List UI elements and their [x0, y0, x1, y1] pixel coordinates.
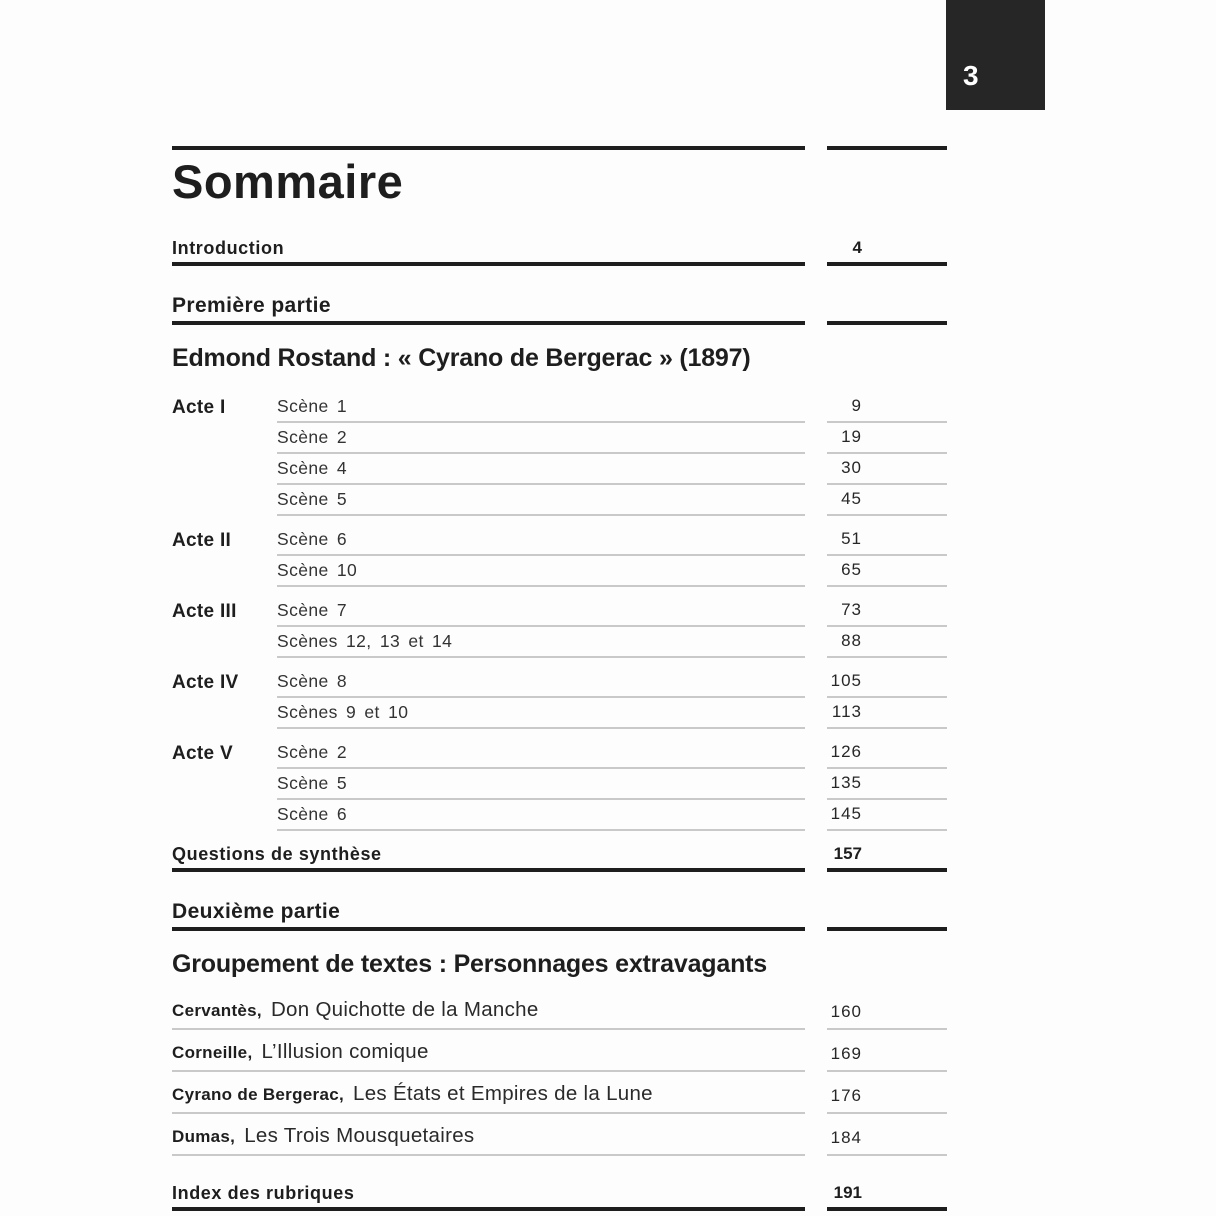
acts-scenes-table: [172, 392, 947, 831]
scene-row: [172, 627, 947, 658]
toc-row-introduction: [172, 238, 947, 266]
act-label: [172, 449, 277, 454]
scene-row: [172, 738, 947, 769]
scene-row: [172, 454, 947, 485]
entry-work-title: Les États et Empires de la Lune: [353, 1082, 653, 1105]
toc-content: [172, 146, 947, 1211]
act-label: Acte I: [172, 397, 226, 418]
synthesis-page-number: 157: [827, 844, 947, 872]
text-entry-row: [172, 988, 947, 1030]
scene-label: Scène 6: [277, 529, 805, 556]
scene-label: Scènes 12, 13 et 14: [277, 631, 805, 658]
scene-page-number: 73: [827, 600, 947, 627]
act-label: Acte II: [172, 530, 232, 551]
entry-main: [172, 1040, 805, 1072]
part1-rule-segment: [827, 321, 947, 325]
scene-page-number: 105: [827, 671, 947, 698]
act-label: Acte IV: [172, 672, 239, 693]
scene-label: Scène 10: [277, 560, 805, 587]
introduction-page-number: 4: [827, 238, 947, 266]
column-gap: [805, 146, 827, 150]
scene-row: [172, 769, 947, 800]
page-title: Sommaire: [172, 155, 404, 208]
act-label: Acte III: [172, 601, 237, 622]
rule-segment-main: [172, 146, 805, 150]
scene-row: [172, 392, 947, 423]
toc-row-index: [172, 1183, 947, 1211]
introduction-label: Introduction: [172, 238, 805, 266]
scene-row: [172, 556, 947, 587]
entry-work-title: L’Illusion comique: [261, 1040, 429, 1063]
entry-author: Cyrano de Bergerac,: [172, 1085, 344, 1104]
grouped-texts-list: [172, 988, 947, 1156]
part2-label-row: [172, 900, 947, 931]
text-entry-row: [172, 1072, 947, 1114]
part2-rule-segment: [827, 927, 947, 931]
part1-label-row: [172, 294, 947, 325]
entry-page-number: 169: [827, 1044, 947, 1072]
text-entry-row: [172, 1114, 947, 1156]
index-label: Index des rubriques: [172, 1183, 805, 1211]
scene-row: [172, 485, 947, 516]
scene-row: [172, 423, 947, 454]
scene-row: [172, 596, 947, 627]
toc-row-synthesis: [172, 844, 947, 872]
scene-label: Scène 4: [277, 458, 805, 485]
scene-page-number: 9: [827, 396, 947, 423]
scene-page-number: 51: [827, 529, 947, 556]
scene-page-number: 126: [827, 742, 947, 769]
entry-page-number: 160: [827, 1002, 947, 1030]
act-label: [172, 480, 277, 485]
entry-author: Corneille,: [172, 1043, 253, 1062]
scene-label: Scène 5: [277, 489, 805, 516]
act-label: [172, 724, 277, 729]
scene-label: Scène 2: [277, 742, 805, 769]
rule-segment-page: [827, 146, 947, 150]
scene-page-number: 113: [827, 702, 947, 729]
part2-label: Deuxième partie: [172, 900, 805, 931]
act-label: [172, 795, 277, 800]
scene-label: Scène 5: [277, 773, 805, 800]
act-label: [172, 582, 277, 587]
entry-page-number: 184: [827, 1128, 947, 1156]
entry-work-title: Don Quichotte de la Manche: [270, 998, 539, 1021]
part1-label: Première partie: [172, 294, 805, 325]
entry-main: [172, 998, 805, 1030]
scene-page-number: 145: [827, 804, 947, 831]
scene-page-number: 88: [827, 631, 947, 658]
scene-label: Scène 2: [277, 427, 805, 454]
synthesis-label: Questions de synthèse: [172, 844, 805, 872]
scene-label: Scène 1: [277, 396, 805, 423]
title-top-rule: [172, 146, 947, 150]
scene-label: Scène 7: [277, 600, 805, 627]
entry-author: Cervantès,: [172, 1001, 262, 1020]
scene-label: Scène 8: [277, 671, 805, 698]
act-label: [172, 511, 277, 516]
scene-page-number: 30: [827, 458, 947, 485]
text-entry-row: [172, 1030, 947, 1072]
index-page-number: 191: [827, 1183, 947, 1211]
scene-label: Scène 6: [277, 804, 805, 831]
scene-page-number: 19: [827, 427, 947, 454]
scene-page-number: 135: [827, 773, 947, 800]
entry-work-title: Les Trois Mousquetaires: [244, 1124, 475, 1147]
scene-label: Scènes 9 et 10: [277, 702, 805, 729]
scene-row: [172, 525, 947, 556]
scene-page-number: 45: [827, 489, 947, 516]
part2-heading: Groupement de textes : Personnages extravagants: [172, 950, 767, 978]
scene-row: [172, 800, 947, 831]
entry-main: [172, 1082, 805, 1114]
act-label: [172, 653, 277, 658]
scene-row: [172, 698, 947, 729]
page-number: 3: [963, 60, 979, 91]
entry-page-number: 176: [827, 1086, 947, 1114]
page-number-badge: [946, 0, 1045, 110]
entry-main: [172, 1124, 805, 1156]
scene-row: [172, 667, 947, 698]
act-label: [172, 826, 277, 831]
entry-author: Dumas,: [172, 1127, 236, 1146]
part1-heading: Edmond Rostand : « Cyrano de Bergerac » (1897): [172, 344, 751, 372]
scene-page-number: 65: [827, 560, 947, 587]
act-label: Acte V: [172, 743, 233, 764]
